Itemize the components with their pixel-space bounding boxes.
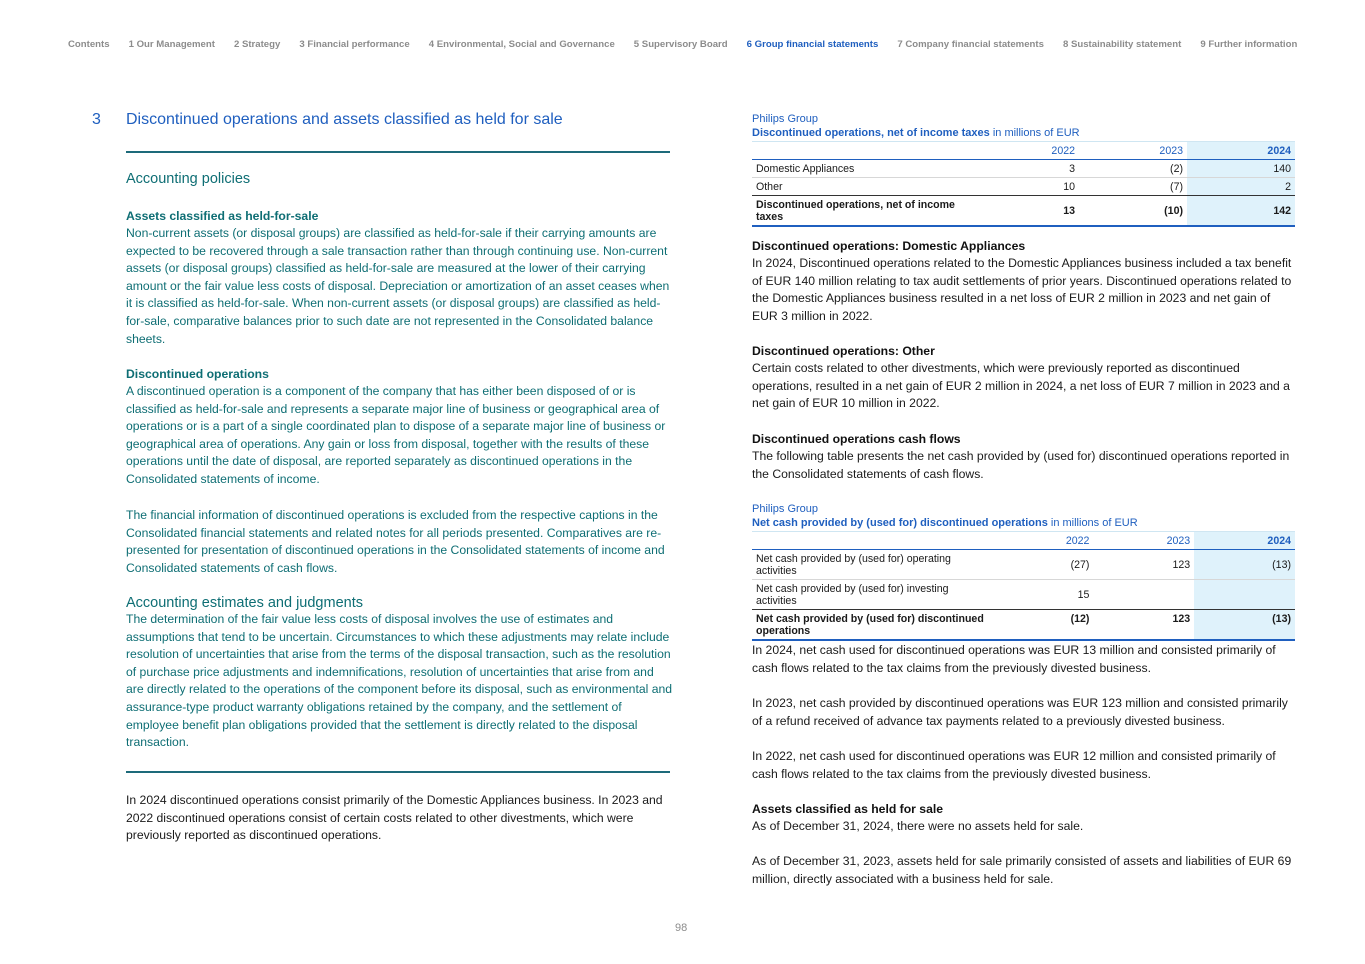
nav-esg[interactable]: 4 Environmental, Social and Governance — [428, 39, 615, 50]
cell-2023: (2) — [1079, 160, 1187, 178]
cash-2024-text: In 2024, net cash used for discontinued operations was EUR 13 million and consisted primarily of cash flows related to the tax claims from the previously divested business. — [752, 643, 1276, 675]
page-number: 98 — [675, 922, 688, 934]
assets-held-for-sale-text-2024: As of December 31, 2024, there were no assets held for sale. — [752, 819, 1084, 833]
total-2024: 142 — [1187, 196, 1295, 227]
table-total-row — [752, 610, 1295, 641]
table1-unit: in millions of EUR — [989, 127, 1080, 139]
nav-contents[interactable]: Contents — [68, 39, 110, 50]
table2-col-2022: 2022 — [993, 532, 1094, 550]
other-text: Certain costs related to other divestments, which were previously reported as discontinued operations, resulted in a net gain of EUR 2 million in 2024, a net loss of EUR 7 million in 2023 and a net gain of EUR 10 million in 2022. — [752, 361, 1290, 411]
table-row — [752, 550, 1295, 580]
total-label: Net cash provided by (used for) discontinued operations — [752, 610, 993, 641]
table1-col-2022: 2022 — [971, 142, 1079, 160]
other-heading: Discontinued operations: Other — [752, 344, 935, 358]
nav-group-financial-statements[interactable]: 6 Group financial statements — [746, 39, 879, 50]
nav-further-information[interactable]: 9 Further information — [1200, 39, 1298, 50]
cell-2024: 2 — [1187, 178, 1295, 196]
table1 — [752, 141, 1295, 227]
estimates-heading: Accounting estimates and judgments — [126, 595, 363, 611]
total-2022: 13 — [971, 196, 1079, 227]
table1-header-label — [752, 142, 971, 160]
top-navigation — [68, 39, 1316, 50]
table2-unit: in millions of EUR — [1047, 517, 1138, 529]
domestic-appliances-heading: Discontinued operations: Domestic Appliances — [752, 239, 1026, 253]
table2-caption — [752, 516, 1297, 530]
assets-held-for-sale-text-2023: As of December 31, 2023, assets held for sale primarily consisted of assets and liabilities of EUR 69 million, directly associated with a business held for sale. — [752, 854, 1292, 886]
table2 — [752, 531, 1295, 641]
row-label: Net cash provided by (used for) operating activities — [752, 550, 993, 580]
table-row — [752, 160, 1295, 178]
domestic-appliances-text: In 2024, Discontinued operations related to the Domestic Appliances business included a tax benefit of EUR 140 million relating to tax audit settlements of prior years. Discontinued operations related to the Domestic Appliances business resulted in a net loss of EUR 2 million in 2023 and net gain of EUR 3 million in 2022. — [752, 256, 1292, 323]
nav-financial-performance[interactable]: 3 Financial performance — [299, 39, 410, 50]
section-title — [92, 111, 672, 129]
cell-2022: (27) — [993, 550, 1094, 580]
table1-caption — [752, 126, 1297, 140]
discontinued-operations-heading: Discontinued operations — [126, 367, 269, 381]
cell-2023: 123 — [1093, 550, 1194, 580]
accounting-policies-heading: Accounting policies — [126, 171, 251, 187]
left-column — [92, 111, 673, 843]
table-row — [752, 178, 1295, 196]
discontinued-operations-text: A discontinued operation is a component of the company that has either been disposed of or is classified as held-for-sale and represents a separate major line of business or geographical area of operations or is a part of a single coordinated plan to dispose of a separate major line of business or geographical area of operations. Any gain or loss from disposal, together with the results of these operations until the date of disposal, are reported separately as discontinued operations in the Consolidated statements of income. — [126, 384, 666, 486]
table-row — [752, 580, 1295, 610]
table2-col-2024: 2024 — [1194, 532, 1295, 550]
cell-2024 — [1194, 580, 1295, 610]
nav-our-management[interactable]: 1 Our Management — [128, 39, 215, 50]
cash-flows-heading: Discontinued operations cash flows — [752, 432, 961, 446]
total-2022: (12) — [993, 610, 1094, 641]
total-2024: (13) — [1194, 610, 1295, 641]
table-net-cash — [752, 502, 1297, 641]
table1-company: Philips Group — [752, 113, 819, 125]
held-for-sale-heading: Assets classified as held-for-sale — [126, 209, 319, 223]
cell-2022: 15 — [993, 580, 1094, 610]
section-number: 3 — [92, 111, 101, 128]
cell-2023: (7) — [1079, 178, 1187, 196]
financial-information-text: The financial information of discontinued operations is excluded from the respective captions in the Consolidated financial statements and related notes for all periods presented. Comparatives are re-presented for presentation of discontinued operations in the Consolidated statements of income and Consolidated statements of cash flows. — [126, 508, 665, 575]
row-label: Domestic Appliances — [752, 160, 971, 178]
cell-2022: 3 — [971, 160, 1079, 178]
table2-company: Philips Group — [752, 503, 819, 515]
divider-top — [126, 151, 670, 153]
table-total-row — [752, 196, 1295, 227]
cash-2023-text: In 2023, net cash provided by discontinued operations was EUR 123 million and consisted primarily of a refund received of advance tax payments related to a previously divested business. — [752, 696, 1288, 728]
nav-supervisory-board[interactable]: 5 Supervisory Board — [633, 39, 728, 50]
section-title-text: Discontinued operations and assets classified as held for sale — [126, 111, 563, 128]
table1-col-2024: 2024 — [1187, 142, 1295, 160]
nav-company-financial-statements[interactable]: 7 Company financial statements — [897, 39, 1044, 50]
row-label: Other — [752, 178, 971, 196]
summary-text: In 2024 discontinued operations consist primarily of the Domestic Appliances business. In 2023 and 2022 discontinued operations consist of certain costs related to other divestments, which were previously reported as discontinued operations. — [126, 793, 663, 843]
total-label: Discontinued operations, net of income taxes — [752, 196, 971, 227]
table2-header-label — [752, 532, 993, 550]
table1-title: Discontinued operations, net of income taxes — [752, 127, 990, 139]
table1-col-2023: 2023 — [1079, 142, 1187, 160]
table2-title: Net cash provided by (used for) discontinued operations — [752, 517, 1048, 529]
nav-strategy[interactable]: 2 Strategy — [233, 39, 281, 50]
cash-flows-text: The following table presents the net cash provided by (used for) discontinued operations reported in the Consolidated statements of cash flows. — [752, 449, 1290, 481]
cell-2022: 10 — [971, 178, 1079, 196]
cash-2022-text: In 2022, net cash used for discontinued operations was EUR 12 million and consisted primarily of cash flows related to the tax claims from the previously divested business. — [752, 749, 1276, 781]
estimates-text: The determination of the fair value less costs of disposal involves the use of estimates and assumptions that tend to be uncertain. Circumstances to which these adjustments may relate include resolution of uncertainties that arise from the terms of the disposal transaction, such as the resolution of purchase price adjustments and indemnifications, resolution of uncertainties that arise from and are directly related to the operations of the component before its disposal, such as environmental and assurance-type product warranty obligations retained by the company, and the settlement of employee benefit plan obligations provided that the settlement is directly related to the disposal transaction. — [126, 612, 673, 750]
cell-2024: (13) — [1194, 550, 1295, 580]
cell-2023 — [1093, 580, 1194, 610]
total-2023: (10) — [1079, 196, 1187, 227]
row-label: Net cash provided by (used for) investing activities — [752, 580, 993, 610]
assets-held-for-sale-heading: Assets classified as held for sale — [752, 802, 944, 816]
table1-header-row — [752, 142, 1295, 160]
table2-col-2023: 2023 — [1093, 532, 1194, 550]
divider-bottom — [126, 771, 670, 773]
nav-sustainability-statement[interactable]: 8 Sustainability statement — [1062, 39, 1182, 50]
total-2023: 123 — [1093, 610, 1194, 641]
held-for-sale-text: Non-current assets (or disposal groups) are classified as held-for-sale if their carrying amounts are expected to be recovered through a sale transaction rather than through continuing use. Non-current assets (or disposal groups) classified as held-for-sale are measured at the lower of their carrying amount or the fair value less costs of disposal. Depreciation or amortization of an asset ceases when it is classified as held-for-sale. When non-current assets (or disposal groups) are classified as held-for-sale, comparative balances prior to such date are not represented in the Consolidated balance sheets. — [126, 226, 670, 346]
cell-2024: 140 — [1187, 160, 1295, 178]
table2-header-row — [752, 532, 1295, 550]
table-discontinued-operations — [752, 112, 1297, 227]
